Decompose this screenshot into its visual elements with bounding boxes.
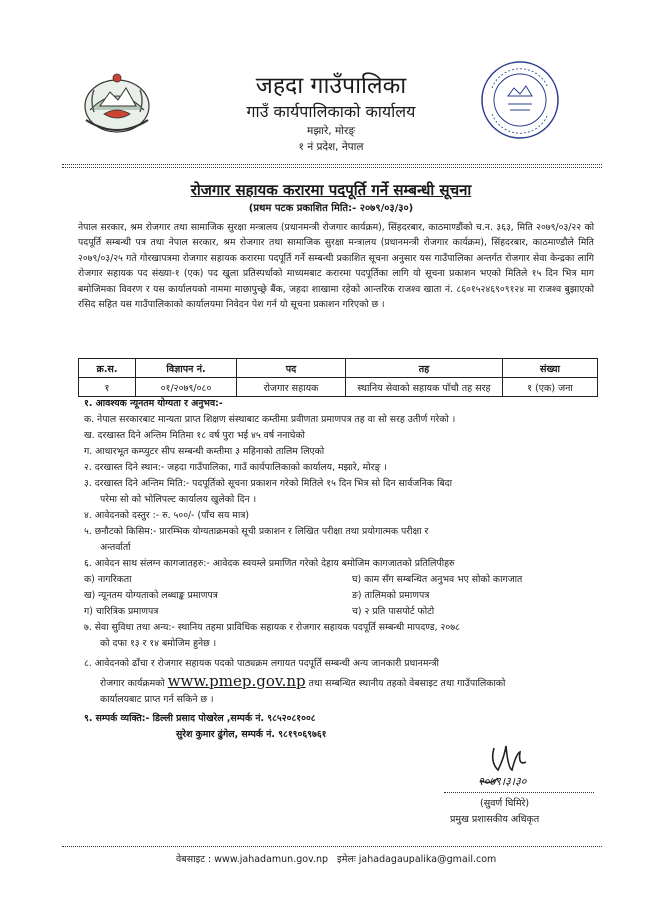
footer-contact (176, 852, 496, 865)
more-info-cont (100, 674, 505, 691)
office-location: मझारे, मोरङ् (307, 125, 355, 137)
application-place: २. दरखास्त दिने स्थान:- जहदा गाउँपालिका, गाउँ कार्यपालिकाको कार्यालय, मझारे, मोरङ् । (84, 462, 387, 473)
col-advert-no: विज्ञापन नं. (136, 359, 237, 378)
application-fee: ४. आवेदनको दस्तुर :- रु. ५००/- (पाँच सय मात्र) (84, 510, 250, 521)
contact-person-2: सुरेश कुमार ढुंगेल, सम्पर्क नं. ९८१९०६९७६१ (176, 729, 327, 740)
office-seal-icon (478, 58, 562, 142)
more-info-suffix: तथा सम्बन्धित स्थानीय तहको वेबसाइट तथा गाउँपालिकाको (308, 678, 506, 689)
cell-count: १ (एक) जना (503, 378, 598, 397)
more-info-end: कार्यालयबाट प्राप्त गर्न सकिने छ । (100, 694, 214, 705)
table-header-row (79, 359, 598, 378)
footer-divider (62, 846, 602, 847)
signatory-name: (सुवर्ण घिमिरे) (480, 798, 530, 809)
col-count: संख्या (503, 359, 598, 378)
qualification-c: ग. आधारभूत कम्प्युटर सीप सम्बन्धी कम्तीमा ३ महिनाको तालिम लिएको (84, 446, 325, 457)
footer-email[interactable]: इमेलः jahadagaupalika@gmail.com (337, 854, 497, 865)
documents-heading: ६. आवेदन साथ संलग्न कागजातहरु:- आवेदक स्वयम्ले प्रमाणित गरेको देहाय बमोजिम कागजातको प्रतिलिपीहरु (84, 558, 455, 569)
document-training: ङ) तालिमको प्रमाणपत्र (352, 590, 430, 601)
notice-body: नेपाल सरकार, श्रम रोजगार तथा सामाजिक सुरक्षा मन्त्रालय (प्रधानमन्त्री रोजगार कार्यक्रम), सिंहदरबार, काठमाण्डौंको च.न. ३६३, मिति २०७९/०३/२२ को पदपूर्ति सम्बन्धी पत्र तथा नेपाल सरकार, श्रम रोजगार तथा सामाजिक सुरक्षा मन्त्रालय (प्रधानमन्त्री रोजगार कार्यक्रम), सिंहदरबार, काठमाण्डौले मिति २०७९/०३/२५ गते गोरखापत्रमा रोजगार सहायक करारमा पदपूर्ति गर्ने सम्बन्धी प्रकाशित सूचना अनुसार यस गाउँपालिका अन्तर्गत रोजगार सेवा केन्द्रका लागि रोजगार सहायक पद संख्या-१ (एक) पद खुला प्रतिस्पर्धाको माध्यमबाट करारमा पदपूर्तिका लागि यो सूचना प्रकाशन भएको मितिले १५ दिन भित्र माग बमोजिमका विवरण र यस कार्यालयको नाममा माछापुच्छ्रे बैंक, जहदा शाखामा रहेको आन्तरिक राजश्व खाता नं. ८६०१५२४६९०९१२४ मा राजश्व बुझाएको रसिद सहित यस गाउँपालिकाको कार्यालयमा निवेदन पेश गर्न यो सूचना प्रकाशन गरिएको छ । (78, 222, 594, 311)
table-row (79, 378, 598, 397)
signature-block (440, 740, 600, 830)
header-divider (62, 164, 602, 165)
document-character: ग) चारित्रिक प्रमाणपत्र (84, 606, 159, 617)
document-marksheet: ख) न्यूनतम योग्यताको लब्धाङ्क प्रमाणपत्र (84, 590, 218, 601)
qualification-a: क. नेपाल सरकारबाट मान्यता प्राप्त शिक्षण संस्थाबाट कम्तीमा प्रवीणता प्रमाणपत्र तह वा सो सरह उतीर्ण गरेको । (84, 414, 456, 425)
signature-line (444, 792, 594, 793)
more-info: ८. आवेदनको ढाँचा र रोजगार सहायक पदको पाठ्यक्रम लगायत पदपूर्ति सम्बन्धी अन्य जानकारी प्रधानमन्त्री (84, 658, 439, 669)
cell-post: रोजगार सहायक (237, 378, 346, 397)
col-level: तह (346, 359, 503, 378)
cell-level: स्थानिय सेवाको सहायक पाँचौ तह सरह (346, 378, 503, 397)
selection-method-cont: अन्तर्वार्ता (100, 542, 131, 553)
cell-advert-no: ०१/२०७९/०८० (136, 378, 237, 397)
footer-website[interactable]: वेबसाइट : www.jahadamun.gov.np (176, 854, 329, 865)
notice-title: रोजगार सहायक करारमा पदपूर्ति गर्ने सम्बन्धी सूचना (190, 181, 472, 199)
pmep-website-link[interactable]: www.pmep.gov.np (167, 672, 306, 690)
office-name: गाउँ कार्यपालिकाको कार्यालय (246, 102, 416, 121)
qualification-heading: १. आवश्यक न्यूनतम योग्यता र अनुभव:- (84, 398, 223, 409)
service-facility: ७. सेवा सुविधा तथा अन्य:- स्थानिय तहमा प्राविधिक सहायक र रोजगार सहायक पदपूर्ति सम्बन्धी मापदण्ड, २०७८ (84, 622, 460, 633)
notice-publish-date: (प्रथम पटक प्रकाशित मिति:- २०७९/०३/३०) (248, 203, 414, 214)
header-divider-2 (62, 167, 602, 168)
col-post: पद (237, 359, 346, 378)
document-citizenship: क) नागरिकता (84, 574, 132, 585)
more-info-prefix: रोजगार कार्यक्रमको (100, 678, 165, 689)
col-serial: क्र.स. (79, 359, 136, 378)
signature-date: २०७९।३।३० (478, 775, 527, 788)
vacancy-table (78, 358, 598, 397)
contact-person-1: ९. सम्पर्क व्यक्ति:- डिल्ली प्रसाद पोखरेल ,सम्पर्क नं. ९८५२०८१००८ (84, 713, 316, 724)
application-deadline-cont: परेमा सो को भोलिपल्ट कार्यालय खुलेको दिन । (100, 494, 257, 505)
qualification-b: ख. दरखास्त दिने अन्तिम मितिमा १८ वर्ष पुरा भई ४५ वर्ष ननाघेको (84, 430, 305, 441)
document-experience: घ) काम सँग सम्बन्धित अनुभव भए सोको कागजात (352, 574, 523, 585)
cell-serial: १ (79, 378, 136, 397)
selection-method: ५. छनौटको किसिम:- प्रारम्भिक योग्यताक्रमको सूची प्रकाशन र लिखित परीक्षा तथा प्रयोगात्मक परीक्षा र (84, 526, 429, 537)
application-deadline: ३. दरखास्त दिने अन्तिम मिति:- पदपूर्तिको सूचना प्रकाशन गरेको मितिले १५ दिन भित्र सो दिन सार्वजनिक बिदा (84, 478, 453, 489)
document-photo: च) २ प्रति पासपोर्ट फोटो (352, 606, 435, 617)
municipality-name: जहदा गाउँपालिका (255, 73, 407, 99)
office-province: १ नं प्रदेश, नेपाल (298, 141, 364, 153)
service-facility-cont: को दफा १३ र १४ बमोजिम हुनेछ । (100, 638, 217, 649)
signatory-designation: प्रमुख प्रशासकीय अधिकृत (450, 814, 540, 825)
